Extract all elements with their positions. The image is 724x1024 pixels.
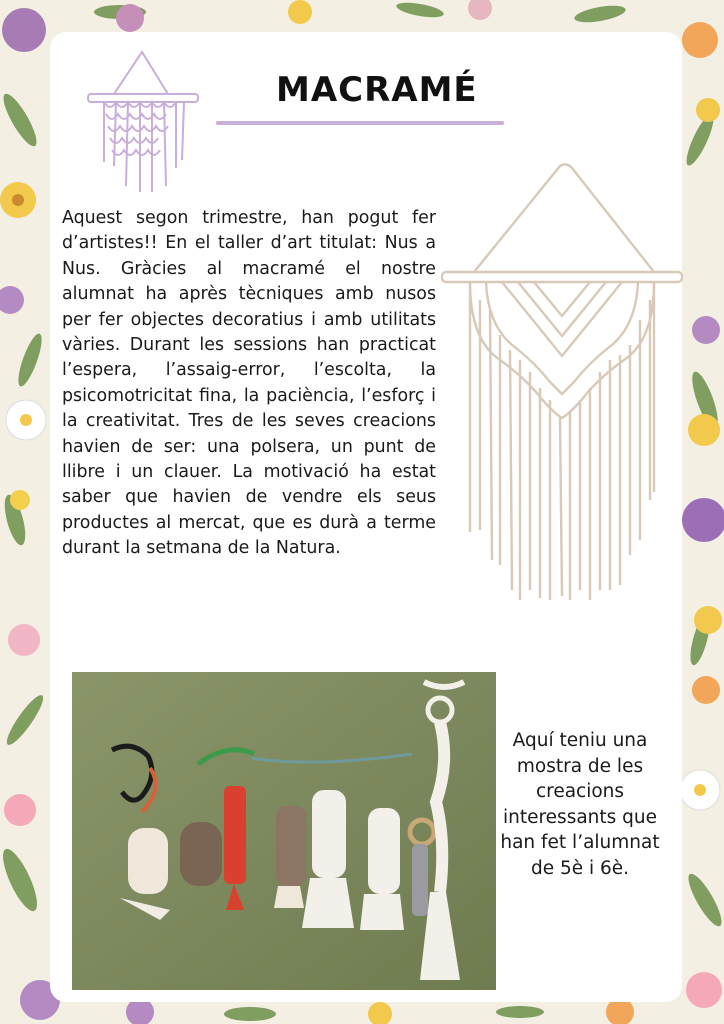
page-title: MACRAMÉ	[276, 70, 478, 110]
title-underline	[216, 121, 504, 125]
macrame-creations-photo	[72, 672, 496, 990]
macrame-wall-hanging-icon	[440, 160, 684, 600]
article-body: Aquest segon trimestre, han pogut fer d’artistes!! En el taller d’art titulat: Nus a Nus. Gràcies al macramé el nostre alumnat ha après tècniques amb nusos per fer objectes decoratius i amb utilitats vàries. Durant les sessions han practicat l’espera, l’assaig-error, l’escolta, la psicomotricitat fina, la paciència, l’esforç i la creativitat. Tres de les seves creacions havien de ser: una polsera, un punt de llibre i un clauer. La motivació ha estat saber que havien de vendre els seus productes al mercat, que es durà a terme durant la setmana de la Natura.	[62, 208, 436, 559]
macrame-wall-hanging-icon	[84, 44, 204, 196]
photo-caption: Aquí teniu una mostra de les creacions interessants que han fet l’alumnat de 5è i 6è.	[500, 730, 660, 879]
